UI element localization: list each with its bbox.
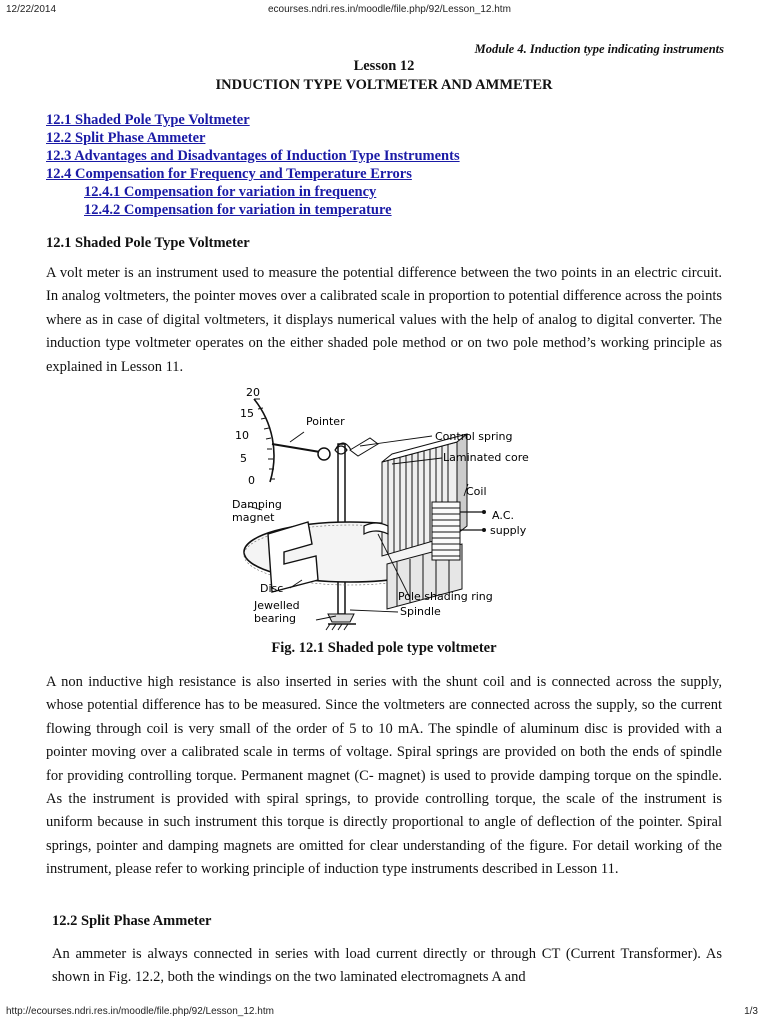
figure-caption: Fig. 12.1 Shaded pole type voltmeter — [271, 640, 497, 656]
coil — [432, 502, 460, 560]
table-of-contents — [46, 111, 746, 219]
label-control-spring: Control spring — [435, 430, 513, 443]
page-number: 1/3 — [744, 1006, 758, 1017]
label-pole-shading-ring: Pole shading ring — [398, 590, 493, 603]
label-pointer: Pointer — [306, 415, 345, 428]
module-line: Module 4. Induction type indicating instruments — [474, 42, 724, 56]
label-coil: Coil — [466, 485, 487, 498]
label-damping: Damping — [232, 498, 282, 511]
label-laminated-core: Laminated core — [443, 451, 529, 464]
label-ac: A.C. — [492, 509, 515, 522]
scale-mark-15: 15 — [240, 407, 254, 420]
paragraph-2: A non inductive high resistance is also inserted in series with the shunt coil and is connected across the supply, whose potential difference has to be measured. Since the voltmeters are connected across the supply, so the current flowing through coil is very small of the order of 5 to 10 mA. The spindle of aluminum disc is provided with a pointer moving over a calibrated scale in terms of voltage. Spiral springs are provided on both the ends of spindle for providing controlling torque. Permanent magnet (C- magnet) is used to provide damping torque on the spindle. As the instrument is provided with spiral springs, to provide controlling torque, the scale of the instrument is uniform because in such instrument this torque is directly proportional to angle of deflection of the pointer. Spiral springs, pointer and damping magnets are omitted for clear understanding of the figure. For detail working of the instrument, please refer to working principle of induction type instruments described in Lesson 11. — [46, 674, 722, 878]
footer-url: http://ecourses.ndri.res.in/moodle/file.php/92/Lesson_12.htm — [6, 1006, 274, 1017]
toc-link-12-4[interactable]: 12.4 Compensation for Frequency and Temperature Errors — [46, 166, 412, 182]
pointer — [272, 444, 320, 452]
shaded-pole-voltmeter-figure — [232, 384, 552, 632]
label-supply: supply — [490, 524, 527, 537]
scale-mark-5: 5 — [240, 452, 247, 465]
toc-link-12-3[interactable]: 12.3 Advantages and Disadvantages of Induction Type Instruments — [46, 148, 460, 164]
page-title: INDUCTION TYPE VOLTMETER AND AMMETER — [215, 77, 553, 93]
label-magnet: magnet — [232, 511, 275, 524]
scale-mark-10: 10 — [235, 429, 249, 442]
print-url: ecourses.ndri.res.in/moodle/file.php/92/Lesson_12.htm — [268, 4, 511, 15]
label-bearing: bearing — [254, 612, 297, 625]
scale-arc — [254, 399, 274, 482]
section-12-1-paragraph: A volt meter is an instrument used to measure the potential difference between the two points in an electric circuit. In analog voltmeters, the pointer moves over a calibrated scale in proportion to potential difference across the points where as in case of digital voltmeters, it displays numerical values with the help of analog to digital converter. The induction type voltmeter operates on the either shaded pole method or on two pole method’s working principle as explained in Lesson 11. — [46, 265, 722, 375]
section-heading-12-2: 12.2 Split Phase Ammeter — [52, 913, 212, 929]
toc-link-12-2[interactable]: 12.2 Split Phase Ammeter — [46, 130, 206, 146]
section-12-2-paragraph: An ammeter is always connected in series with load current directly or through CT (Current Transformer). As shown in Fig. 12.2, both the windings on the two laminated electromagnets A and — [52, 946, 722, 986]
label-disc: Disc — [260, 582, 284, 595]
scale-mark-20: 20 — [246, 386, 260, 399]
scale-mark-0: 0 — [248, 474, 255, 487]
print-date: 12/22/2014 — [6, 4, 57, 15]
toc-link-12-4-1[interactable]: 12.4.1 Compensation for variation in frequency — [84, 184, 377, 200]
toc-link-12-1[interactable]: 12.1 Shaded Pole Type Voltmeter — [46, 112, 250, 128]
label-jewelled: Jewelled — [254, 599, 300, 612]
lesson-number: Lesson 12 — [353, 58, 415, 74]
toc-link-12-4-2[interactable]: 12.4.2 Compensation for variation in temperature — [84, 202, 392, 218]
label-spindle: Spindle — [400, 605, 441, 618]
section-heading-12-1: 12.1 Shaded Pole Type Voltmeter — [46, 235, 250, 251]
